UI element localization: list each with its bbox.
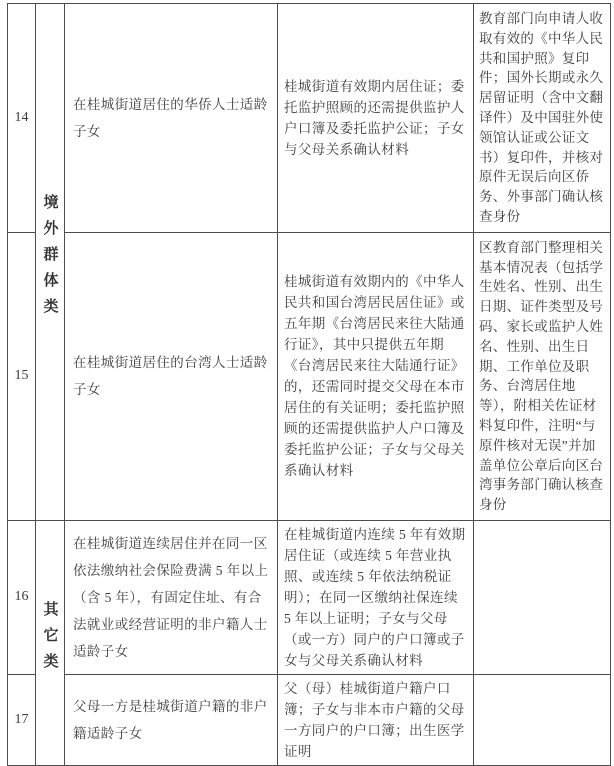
required-materials: 在桂城街道内连续 5 年有效期居住证（或连续 5 年营业执照、或连续 5 年依法纳税证明）；在同一区缴纳社保连续 5 年以上证明；子女与父母（或一方）同户的户口簿或子女与父母关系确认材料 — [278, 520, 474, 674]
table-row — [8, 520, 611, 674]
table-row — [8, 232, 611, 520]
table-row — [8, 4, 611, 233]
applicant-description: 在桂城街道居住的华侨人士适龄子女 — [65, 4, 278, 233]
category-cell-other — [36, 520, 65, 765]
row-number: 16 — [8, 520, 36, 674]
row-number: 15 — [8, 232, 36, 520]
verification-notes — [474, 674, 611, 765]
row-number: 17 — [8, 674, 36, 765]
required-materials: 桂城街道有效期内居住证；委托监护照顾的还需提供监护人户口簿及委托监护公证；子女与父母关系确认材料 — [278, 4, 474, 233]
verification-notes: 区教育部门整理相关基本情况表（包括学生姓名、性别、出生日期、证件类型及号码、家长或监护人姓名、性别、出生日期、工作单位及职务、台湾居住地等），附相关佐证材料复印件，注明“与原件核对无误”并加盖单位公章后向区台湾事务部门确认核查身份 — [474, 232, 611, 520]
verification-notes: 教育部门向申请人收取有效的《中华人民共和国护照》复印件；国外长期或永久居留证明（含中文翻译件）及中国驻外使领馆认证或公证文书）复印件，并核对原件无误后向区侨务、外事部门确认核查身份 — [474, 4, 611, 233]
category-label: 其它类 — [41, 601, 58, 680]
required-materials: 桂城街道有效期内的《中华人民共和国台湾居民居住证》或五年期《台湾居民来往大陆通行证》，其中只提供五年期《台湾居民来往大陆通行证》的，还需同时提交父母在本市居住的有关证明；委托监护照顾的还需提供监护人户口簿及委托监护公证；子女与父母关系确认材料 — [278, 232, 474, 520]
required-materials: 父（母）桂城街道户籍户口簿；子女与非本市户籍的父母一方同户的户口簿；出生医学证明 — [278, 674, 474, 765]
row-number: 14 — [8, 4, 36, 233]
applicant-description: 在桂城街道居住的台湾人士适龄子女 — [65, 232, 278, 520]
admission-requirements-table — [7, 3, 611, 766]
applicant-description: 在桂城街道连续居住并在同一区依法缴纳社会保险费满 5 年以上（含 5 年），有固定住址、有合法就业或经营证明的非户籍人士适龄子女 — [65, 520, 278, 674]
table-row — [8, 674, 611, 765]
verification-notes — [474, 520, 611, 674]
category-label: 境外群体类 — [41, 194, 58, 325]
applicant-description: 父母一方是桂城街道户籍的非户籍适龄子女 — [65, 674, 278, 765]
category-cell-overseas-group — [36, 4, 65, 521]
